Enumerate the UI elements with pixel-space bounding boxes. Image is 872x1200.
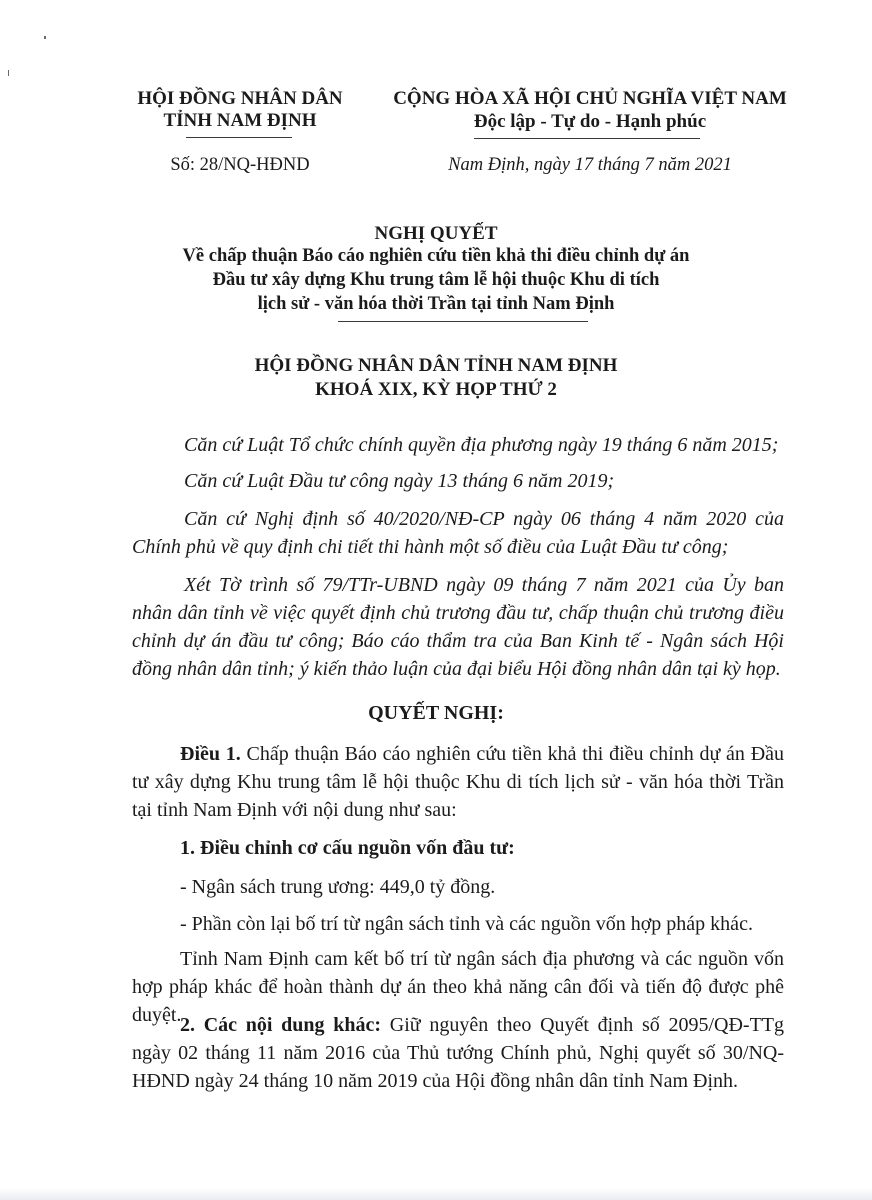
- section-1-bullet-central-budget: - Ngân sách trung ương: 449,0 tỷ đồng.: [180, 876, 496, 898]
- preamble-consideration: Xét Tờ trình số 79/TTr-UBND ngày 09 tháng 7 năm 2021 của Ủy ban nhân dân tỉnh về việc quyết định chủ trương đầu tư, chấp thuận chủ trương điều chỉnh dự án đầu tư công; Báo cáo thẩm tra của Ban Kinh tế - Ngân sách Hội đồng nhân dân tỉnh; ý kiến thảo luận của đại biểu Hội đồng nhân dân tại kỳ họp.: [132, 574, 784, 680]
- issuing-council-name: HỘI ĐỒNG NHÂN DÂN: [137, 88, 343, 109]
- council-authority-line: HỘI ĐỒNG NHÂN DÂN TỈNH NAM ĐỊNH: [254, 355, 618, 376]
- right-header-underline: [474, 138, 700, 139]
- session-line: KHOÁ XIX, KỲ HỌP THỨ 2: [315, 379, 557, 400]
- preamble-basis-1: Căn cứ Luật Tổ chức chính quyền địa phương ngày 19 tháng 6 năm 2015;: [184, 434, 779, 456]
- article-1-paragraph: [132, 740, 784, 824]
- decision-heading: QUYẾT NGHỊ:: [368, 702, 504, 724]
- place-and-date: Nam Định, ngày 17 tháng 7 năm 2021: [448, 155, 732, 175]
- article-1-text: Chấp thuận Báo cáo nghiên cứu tiền khả thi điều chỉnh dự án Đầu tư xây dựng Khu trung tâm lễ hội thuộc Khu di tích lịch sử - văn hóa thời Trần tại tỉnh Nam Định với nội dung như sau:: [132, 743, 785, 821]
- section-2-text: Giữ nguyên theo Quyết định số 2095/QĐ-TTg ngày 02 tháng 11 năm 2016 của Thủ tướng Chính phủ, Nghị quyết số 30/NQ-HĐND ngày 24 tháng 10 năm 2019 của Hội đồng nhân dân tỉnh Nam Định.: [132, 1014, 785, 1092]
- subject-line-3: lịch sử - văn hóa thời Trần tại tỉnh Nam Định: [257, 294, 615, 314]
- scan-speck: [44, 36, 46, 39]
- national-motto: Độc lập - Tự do - Hạnh phúc: [473, 111, 707, 132]
- national-title: CỘNG HÒA XÃ HỘI CHỦ NGHĨA VIỆT NAM: [393, 88, 787, 109]
- issuing-province-name: TỈNH NAM ĐỊNH: [163, 110, 317, 131]
- left-header-underline: [186, 137, 292, 138]
- subject-line-1: Về chấp thuận Báo cáo nghiên cứu tiền khả thi điều chỉnh dự án: [182, 246, 690, 266]
- title-underline: [338, 321, 588, 322]
- section-1-bullet-remaining-funds: - Phần còn lại bố trí từ ngân sách tỉnh và các nguồn vốn hợp pháp khác.: [180, 913, 753, 935]
- document-number: Số: 28/NQ-HĐND: [170, 155, 310, 175]
- section-2-label: 2. Các nội dung khác:: [180, 1014, 382, 1036]
- preamble-basis-2: Căn cứ Luật Đầu tư công ngày 13 tháng 6 năm 2019;: [184, 470, 615, 492]
- preamble-basis-3: Căn cứ Nghị định số 40/2020/NĐ-CP ngày 06 tháng 4 năm 2020 của Chính phủ về quy định chi tiết thi hành một số điều của Luật Đầu tư công;: [132, 508, 784, 558]
- section-1-commitment: Tỉnh Nam Định cam kết bố trí từ ngân sách địa phương và các nguồn vốn hợp pháp khác để hoàn thành dự án theo khả năng cân đối và tiến độ được phê duyệt.: [132, 948, 784, 1026]
- scan-speck: [8, 70, 9, 76]
- subject-line-2: Đầu tư xây dựng Khu trung tâm lễ hội thuộc Khu di tích: [212, 270, 660, 290]
- section-2-paragraph: [132, 1011, 784, 1095]
- document-type-title: NGHỊ QUYẾT: [374, 223, 498, 244]
- section-1-heading: 1. Điều chỉnh cơ cấu nguồn vốn đầu tư:: [180, 837, 515, 859]
- scan-bottom-edge: [0, 1188, 872, 1200]
- article-1-label: Điều 1.: [180, 743, 241, 765]
